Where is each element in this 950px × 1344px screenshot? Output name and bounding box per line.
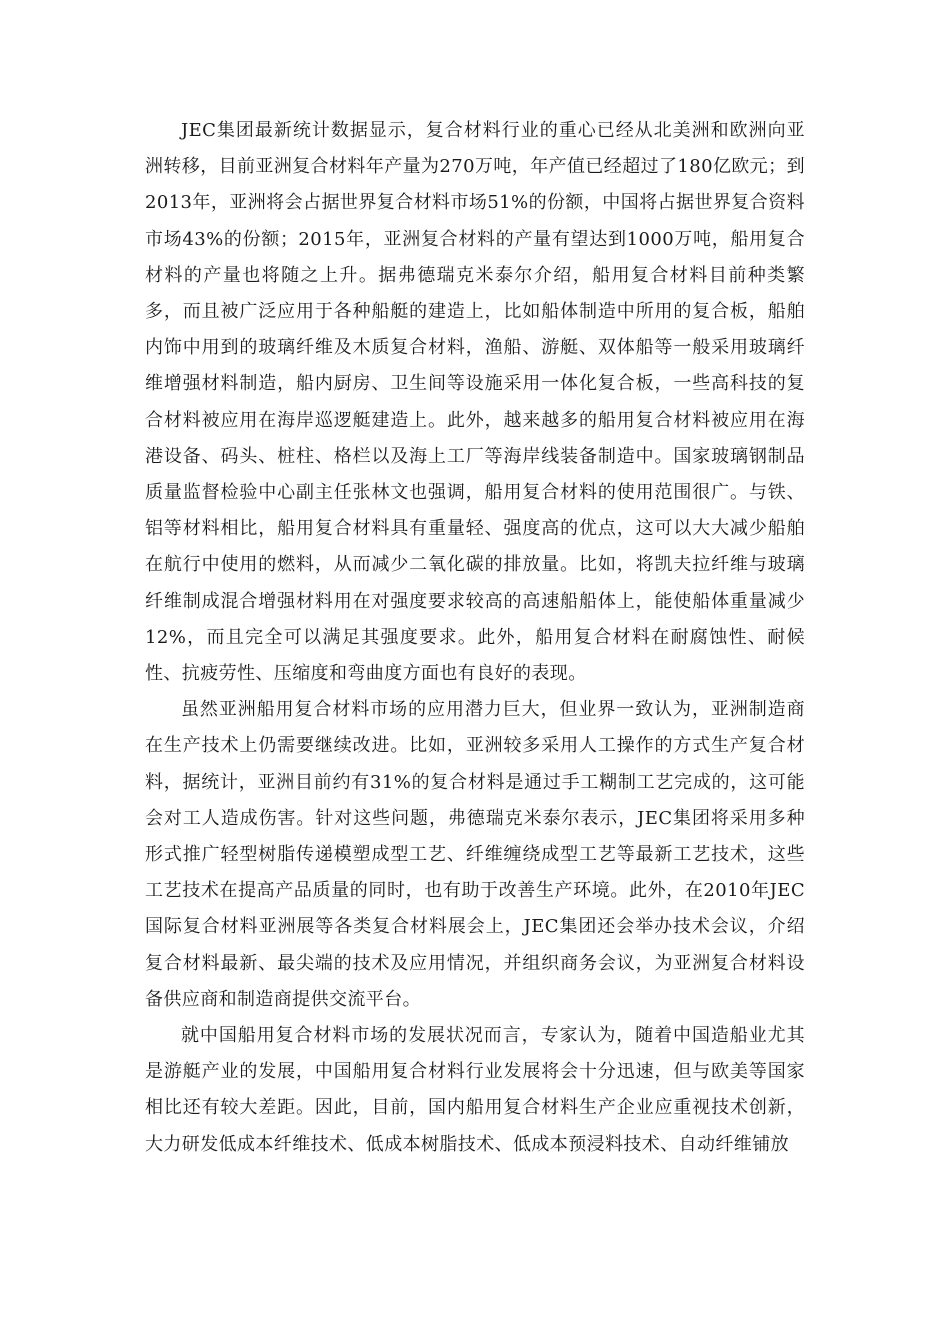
paragraph-3: 就中国船用复合材料市场的发展状况而言，专家认为，随着中国造船业尤其是游艇产业的发展，中国船用复合材料行业发展将会十分迅速，但与欧美等国家相比还有较大差距。因此，目前，国内船用复合材料生产企业应重视技术创新，大力研发低成本纤维技术、低成本树脂技术、低成本预浸料技术、自动纤维铺放 [145, 1025, 805, 1155]
paragraph-1: JEC集团最新统计数据显示，复合材料行业的重心已经从北美洲和欧洲向亚洲转移，目前亚洲复合材料年产量为270万吨，年产值已经超过了180亿欧元；到2013年，亚洲将会占据世界复合材料市场51%的份额，中国将占据世界复合资料市场43%的份额；2015年，亚洲复合材料的产量有望达到1000万吨，船用复合材料的产量也将随之上升。据弗德瑞克米泰尔介绍，船用复合材料目前种类繁多，而且被广泛应用于各种船艇的建造上，比如船体制造中所用的复合板，船舶内饰中用到的玻璃纤维及木质复合材料，渔船、游艇、双体船等一般采用玻璃纤维增强材料制造，船内厨房、卫生间等设施采用一体化复合板，一些高科技的复合材料被应用在海岸巡逻艇建造上。此外，越来越多的船用复合材料被应用在海港设备、码头、桩柱、格栏以及海上工厂等海岸线装备制造中。国家玻璃钢制品质量监督检验中心副主任张林文也强调，船用复合材料的使用范围很广。与铁、铝等材料相比，船用复合材料具有重量轻、强度高的优点，这可以大大减少船舶在航行中使用的燃料，从而减少二氧化碳的排放量。比如，将凯夫拉纤维与玻璃纤维制成混合增强材料用在对强度要求较高的高速船船体上，能使船体重量减少12%，而且完全可以满足其强度要求。此外，船用复合材料在耐腐蚀性、耐候性、抗疲劳性、压缩度和弯曲度方面也有良好的表现。 [145, 120, 805, 685]
paragraph-2: 虽然亚洲船用复合材料市场的应用潜力巨大，但业界一致认为，亚洲制造商在生产技术上仍需要继续改进。比如，亚洲较多采用人工操作的方式生产复合材料，据统计，亚洲目前约有31%的复合材料是通过手工糊制工艺完成的，这可能会对工人造成伤害。针对这些问题，弗德瑞克米泰尔表示，JEC集团将采用多种形式推广轻型树脂传递模塑成型工艺、纤维缠绕成型工艺等最新工艺技术，这些工艺技术在提高产品质量的同时，也有助于改善生产环境。此外，在2010年JEC国际复合材料亚洲展等各类复合材料展会上，JEC集团还会举办技术会议，介绍复合材料最新、最尖端的技术及应用情况，并组织商务会议，为亚洲复合材料设备供应商和制造商提供交流平台。 [145, 699, 805, 1010]
document-page [145, 113, 805, 1163]
